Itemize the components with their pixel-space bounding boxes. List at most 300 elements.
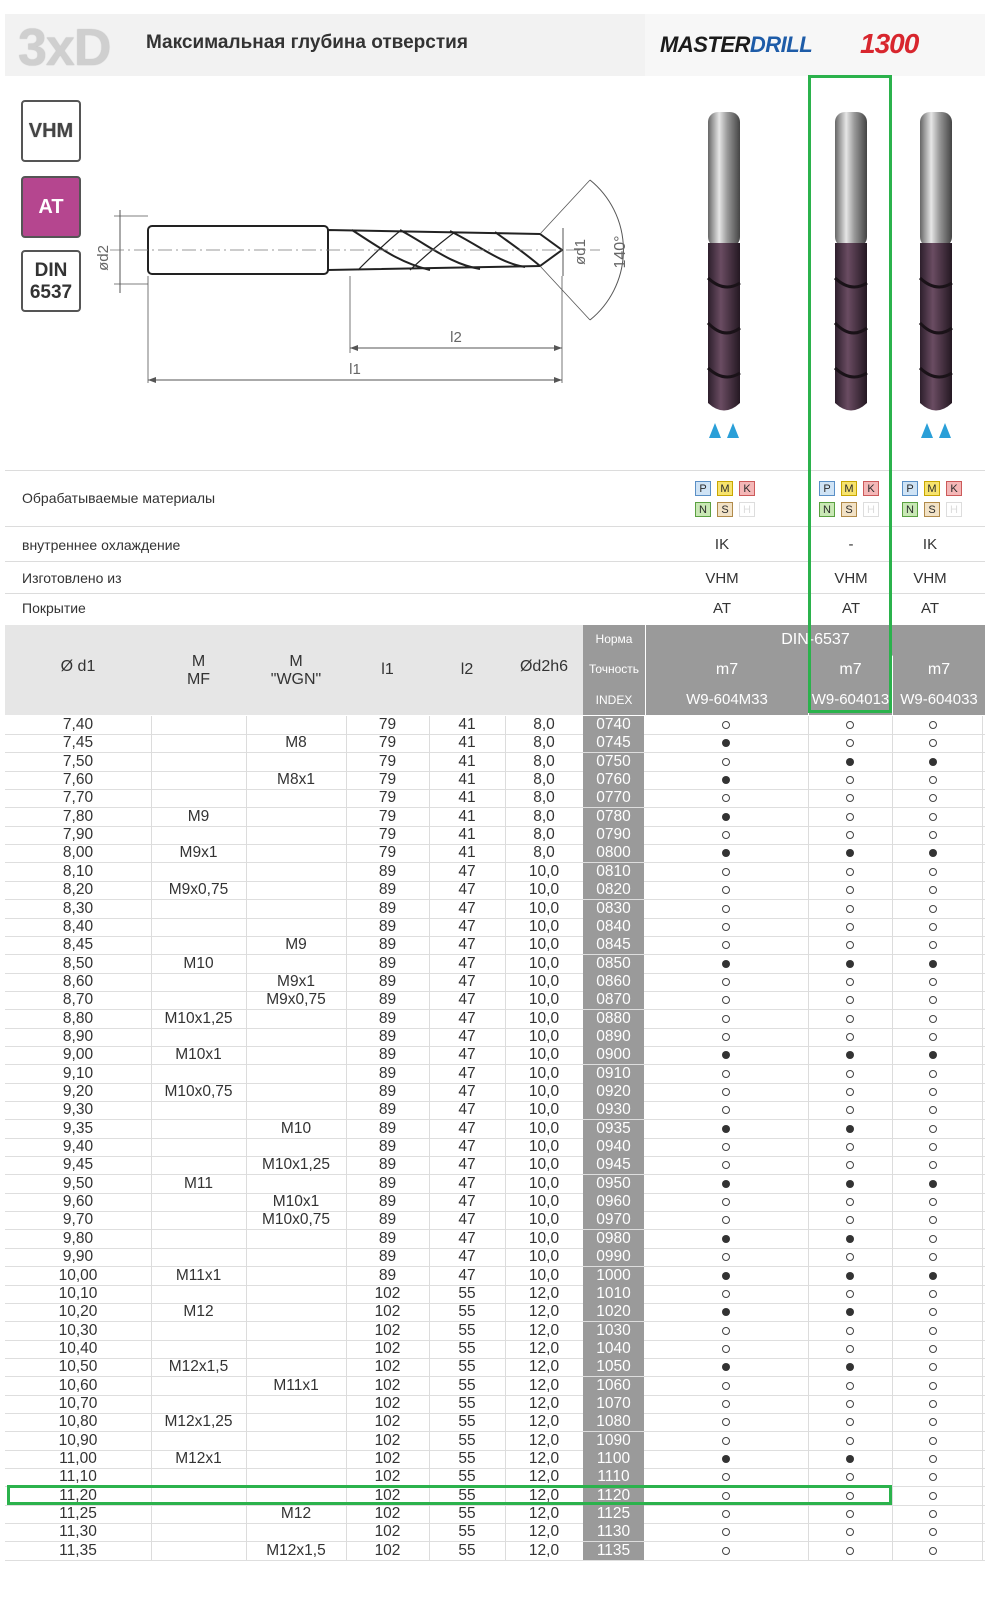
table-row xyxy=(5,955,985,974)
material-p-2: P xyxy=(819,481,835,496)
cell-index: 1030 xyxy=(583,1322,644,1340)
cell-d1: 8,10 xyxy=(62,862,94,880)
availability-open-dot xyxy=(722,1216,730,1224)
cell-l2: 47 xyxy=(458,1229,476,1247)
cell-d2: 12,0 xyxy=(528,1303,560,1321)
table-row xyxy=(5,1028,985,1047)
cell-l1: 89 xyxy=(378,1027,397,1045)
cell-index: 0800 xyxy=(583,844,644,862)
index-value-2: W9-604013 xyxy=(809,685,892,715)
availability-open-dot xyxy=(722,794,730,802)
cell-l1: 102 xyxy=(374,1468,401,1486)
cell-index: 0910 xyxy=(583,1065,644,1083)
cell-d2: 10,0 xyxy=(528,1229,560,1247)
cell-mf: M10 xyxy=(183,954,214,972)
availability-filled-dot xyxy=(846,758,854,766)
cell-index: 0740 xyxy=(583,716,644,734)
cell-d2: 12,0 xyxy=(528,1431,560,1449)
col-l1-header: l1 xyxy=(381,661,394,678)
tolerance-value-2: m7 xyxy=(809,655,892,686)
cell-d1: 10,20 xyxy=(58,1303,98,1321)
cell-d1: 10,40 xyxy=(58,1339,98,1357)
cell-index: 1070 xyxy=(583,1395,644,1413)
cell-d2: 10,0 xyxy=(528,1211,560,1229)
table-row xyxy=(5,1377,985,1396)
cell-l1: 102 xyxy=(374,1450,401,1467)
cell-d1: 9,20 xyxy=(62,1083,94,1100)
cell-d2: 10,0 xyxy=(528,1046,560,1064)
cell-d1: 9,10 xyxy=(62,1064,94,1082)
cell-mf: M10x0,75 xyxy=(164,1083,233,1100)
cell-l1: 89 xyxy=(378,1193,397,1211)
brand-logo-1300: 1300 xyxy=(860,28,919,59)
availability-open-dot xyxy=(722,868,730,876)
availability-open-dot xyxy=(929,1400,937,1408)
tolerance-value-1: m7 xyxy=(646,655,808,686)
cell-index: 1110 xyxy=(583,1468,644,1486)
cell-wgn: M9x1 xyxy=(277,972,315,990)
coating-value-3: AT xyxy=(920,600,940,617)
availability-open-dot xyxy=(929,1235,937,1243)
cell-l1: 102 xyxy=(374,1505,401,1523)
table-row xyxy=(5,1083,985,1102)
column-divider xyxy=(151,716,152,1560)
cooling-value-3: IK xyxy=(922,536,938,553)
cell-d2: 10,0 xyxy=(528,1009,560,1027)
availability-open-dot xyxy=(722,1400,730,1408)
cell-d2: 12,0 xyxy=(528,1358,560,1376)
norm-label: Норма xyxy=(583,625,645,656)
cell-l1: 89 xyxy=(378,1174,397,1192)
table-row xyxy=(5,1065,985,1084)
availability-open-dot xyxy=(929,813,937,821)
material-s-2: S xyxy=(841,502,857,517)
cell-l2: 47 xyxy=(458,972,476,990)
cell-l2: 55 xyxy=(458,1541,476,1559)
cell-l1: 79 xyxy=(378,807,397,825)
availability-open-dot xyxy=(846,941,854,949)
cell-index: 1120 xyxy=(583,1487,644,1505)
cell-d2: 10,0 xyxy=(528,1027,560,1045)
cooling-value-1: IK xyxy=(714,536,730,553)
table-row xyxy=(5,1303,985,1322)
cell-d2: 10,0 xyxy=(528,991,560,1009)
table-row xyxy=(5,808,985,827)
cell-l2: 47 xyxy=(458,936,476,954)
cell-d2: 10,0 xyxy=(528,972,560,990)
availability-open-dot xyxy=(722,1473,730,1481)
availability-open-dot xyxy=(722,758,730,766)
material-m-2: M xyxy=(841,481,857,496)
cell-mf: M12x1 xyxy=(175,1450,222,1467)
cell-d1: 9,45 xyxy=(62,1156,94,1174)
cell-d2: 10,0 xyxy=(528,1119,560,1137)
cell-l2: 47 xyxy=(458,1119,476,1137)
table-row xyxy=(5,1322,985,1341)
availability-filled-dot xyxy=(722,739,730,747)
availability-open-dot xyxy=(929,1070,937,1078)
column-divider xyxy=(429,716,430,1560)
material-s-1: S xyxy=(717,502,733,517)
cell-d1: 9,70 xyxy=(62,1211,94,1229)
cell-l2: 47 xyxy=(458,1193,476,1211)
availability-filled-dot xyxy=(722,960,730,968)
cell-d1: 9,50 xyxy=(62,1174,94,1192)
badge-vhm: VHM xyxy=(21,100,81,162)
cell-index: 1135 xyxy=(583,1542,644,1560)
availability-filled-dot xyxy=(846,849,854,857)
cell-d1: 7,70 xyxy=(62,789,94,807)
cell-index: 0760 xyxy=(583,771,644,789)
cell-wgn: M10 xyxy=(280,1119,312,1137)
table-row xyxy=(5,771,985,790)
coating-value-2: AT xyxy=(841,600,861,617)
cell-d2: 10,0 xyxy=(528,862,560,880)
cell-d2: 10,0 xyxy=(528,1101,560,1119)
cell-l2: 55 xyxy=(458,1303,476,1321)
cell-l1: 89 xyxy=(378,1229,397,1247)
availability-filled-dot xyxy=(722,1308,730,1316)
cell-index: 0820 xyxy=(583,881,644,899)
cell-l1: 89 xyxy=(378,972,397,990)
col-wgn-line1: M xyxy=(289,653,303,670)
cell-d2: 10,0 xyxy=(528,917,560,935)
table-row xyxy=(5,1432,985,1451)
cell-d2: 12,0 xyxy=(528,1321,560,1339)
availability-open-dot xyxy=(846,1216,854,1224)
cell-l2: 47 xyxy=(458,1248,476,1266)
cell-index: 0830 xyxy=(583,900,644,918)
cell-l1: 102 xyxy=(374,1486,401,1504)
cell-d1: 10,90 xyxy=(58,1431,98,1449)
availability-open-dot xyxy=(929,923,937,931)
availability-filled-dot xyxy=(722,1235,730,1243)
availability-filled-dot xyxy=(846,960,854,968)
table-row xyxy=(5,991,985,1010)
cell-d1: 10,80 xyxy=(58,1413,98,1431)
cell-l2: 47 xyxy=(458,1156,476,1174)
availability-open-dot xyxy=(846,721,854,729)
badge-din-line1: DIN xyxy=(34,260,68,281)
cell-l1: 79 xyxy=(378,826,397,844)
cell-index: 0790 xyxy=(583,826,644,844)
cell-index: 0870 xyxy=(583,991,644,1009)
availability-open-dot xyxy=(929,1015,937,1023)
cell-l1: 102 xyxy=(374,1394,401,1412)
table-row xyxy=(5,1340,985,1359)
availability-open-dot xyxy=(929,1437,937,1445)
availability-open-dot xyxy=(846,831,854,839)
cell-d1: 11,20 xyxy=(59,1486,97,1504)
cell-d2: 12,0 xyxy=(528,1486,560,1504)
cell-index: 0750 xyxy=(583,753,644,771)
availability-open-dot xyxy=(929,941,937,949)
cell-index: 0930 xyxy=(583,1101,644,1119)
material-m-1: M xyxy=(717,481,733,496)
cell-l1: 79 xyxy=(378,771,397,789)
cell-index: 0780 xyxy=(583,808,644,826)
availability-open-dot xyxy=(846,1400,854,1408)
cell-d1: 9,40 xyxy=(62,1138,94,1156)
cell-mf: M12x1,25 xyxy=(164,1413,233,1431)
availability-open-dot xyxy=(846,794,854,802)
cell-index: 0950 xyxy=(583,1175,644,1193)
column-divider xyxy=(505,716,506,1560)
col-mf-header xyxy=(151,653,246,689)
cell-mf: M11x1 xyxy=(175,1266,222,1284)
cell-d1: 10,60 xyxy=(58,1376,98,1394)
cell-index: 0945 xyxy=(583,1156,644,1174)
availability-filled-dot xyxy=(846,1180,854,1188)
availability-open-dot xyxy=(929,1106,937,1114)
availability-open-dot xyxy=(846,923,854,931)
cell-d2: 8,0 xyxy=(533,752,555,770)
availability-open-dot xyxy=(929,1528,937,1536)
cell-index: 0970 xyxy=(583,1211,644,1229)
table-row xyxy=(5,1248,985,1267)
cell-wgn: M9x0,75 xyxy=(266,991,326,1009)
availability-filled-dot xyxy=(929,1272,937,1280)
cell-mf: M9 xyxy=(187,807,210,825)
column-divider xyxy=(246,716,247,1560)
tolerance-value-3: m7 xyxy=(893,655,985,686)
cell-d2: 12,0 xyxy=(528,1413,560,1431)
cell-l2: 41 xyxy=(458,807,476,825)
availability-open-dot xyxy=(929,978,937,986)
availability-open-dot xyxy=(722,1290,730,1298)
availability-open-dot xyxy=(846,1253,854,1261)
table-row xyxy=(5,1046,985,1065)
cell-d1: 9,30 xyxy=(62,1101,94,1119)
table-row xyxy=(5,1138,985,1157)
table-row xyxy=(5,789,985,808)
availability-open-dot xyxy=(722,1088,730,1096)
cell-l2: 47 xyxy=(458,1138,476,1156)
material-n-1: N xyxy=(695,502,711,517)
page-header xyxy=(0,0,1000,78)
cell-index: 0960 xyxy=(583,1193,644,1211)
availability-filled-dot xyxy=(722,849,730,857)
cell-l1: 79 xyxy=(378,734,397,752)
availability-open-dot xyxy=(722,1437,730,1445)
column-divider xyxy=(982,716,983,1560)
cell-index: 1080 xyxy=(583,1413,644,1431)
cell-d2: 10,0 xyxy=(528,1248,560,1266)
table-row xyxy=(5,1542,985,1561)
d2-label: ød2 xyxy=(95,245,112,271)
badge-at: AT xyxy=(21,176,81,238)
coating-label: Покрытие xyxy=(22,600,86,616)
cell-l1: 102 xyxy=(374,1321,401,1339)
table-row xyxy=(5,1230,985,1249)
col-wgn-header xyxy=(246,653,346,689)
cell-l1: 89 xyxy=(378,1266,397,1284)
cell-mf: M10x1 xyxy=(175,1046,222,1064)
cell-l2: 47 xyxy=(458,1101,476,1119)
index-value-1: W9-604M33 xyxy=(646,685,808,715)
availability-open-dot xyxy=(722,831,730,839)
availability-open-dot xyxy=(846,1382,854,1390)
cell-d2: 12,0 xyxy=(528,1468,560,1486)
availability-open-dot xyxy=(929,721,937,729)
cell-wgn: M12 xyxy=(280,1505,312,1523)
material-k-2: K xyxy=(863,481,879,496)
cell-index: 0880 xyxy=(583,1010,644,1028)
cell-l1: 79 xyxy=(378,716,397,733)
cell-d2: 8,0 xyxy=(533,789,555,807)
cell-l2: 55 xyxy=(458,1394,476,1412)
col-mf-line2: MF xyxy=(186,671,211,688)
cell-l2: 55 xyxy=(458,1376,476,1394)
availability-open-dot xyxy=(846,1070,854,1078)
cell-d2: 10,0 xyxy=(528,1138,560,1156)
cell-index: 0920 xyxy=(583,1083,644,1101)
availability-filled-dot xyxy=(722,1363,730,1371)
availability-open-dot xyxy=(846,978,854,986)
cell-l1: 89 xyxy=(378,1009,397,1027)
cell-d1: 8,00 xyxy=(62,844,94,862)
cell-l2: 55 xyxy=(458,1431,476,1449)
cell-l2: 47 xyxy=(458,1083,476,1100)
availability-open-dot xyxy=(722,905,730,913)
availability-filled-dot xyxy=(722,1125,730,1133)
availability-open-dot xyxy=(722,1418,730,1426)
cell-d2: 8,0 xyxy=(533,826,555,844)
availability-open-dot xyxy=(929,1345,937,1353)
cell-d2: 10,0 xyxy=(528,936,560,954)
availability-open-dot xyxy=(929,1290,937,1298)
cell-d2: 10,0 xyxy=(528,1083,560,1100)
availability-open-dot xyxy=(722,1547,730,1555)
cell-l1: 89 xyxy=(378,991,397,1009)
cell-d1: 8,60 xyxy=(62,972,94,990)
cell-d1: 9,00 xyxy=(62,1046,94,1064)
cell-index: 1010 xyxy=(583,1285,644,1303)
table-row xyxy=(5,973,985,992)
cell-index: 0940 xyxy=(583,1138,644,1156)
cell-l1: 89 xyxy=(378,954,397,972)
availability-open-dot xyxy=(929,1198,937,1206)
cell-d1: 8,40 xyxy=(62,917,94,935)
made-value-1: VHM xyxy=(705,570,739,587)
cell-l2: 47 xyxy=(458,899,476,917)
cell-d1: 8,45 xyxy=(62,936,94,954)
availability-filled-dot xyxy=(846,1455,854,1463)
cell-l2: 55 xyxy=(458,1505,476,1523)
availability-open-dot xyxy=(929,996,937,1004)
norm-value: DIN-6537 xyxy=(646,625,985,656)
availability-filled-dot xyxy=(929,849,937,857)
availability-open-dot xyxy=(846,1290,854,1298)
l2-label: l2 xyxy=(450,329,462,346)
cell-l1: 89 xyxy=(378,881,397,899)
cell-mf: M9x0,75 xyxy=(168,881,229,899)
cell-d1: 11,35 xyxy=(59,1541,97,1559)
availability-open-dot xyxy=(846,739,854,747)
cell-d1: 9,80 xyxy=(62,1229,94,1247)
cell-d2: 8,0 xyxy=(533,716,555,733)
cell-d2: 12,0 xyxy=(528,1541,560,1559)
tolerance-label: Точность xyxy=(583,655,645,686)
cell-d2: 8,0 xyxy=(533,771,555,789)
material-k-1: K xyxy=(739,481,755,496)
cell-d2: 10,0 xyxy=(528,881,560,899)
cell-l2: 47 xyxy=(458,917,476,935)
column-divider xyxy=(346,716,347,1560)
cell-d1: 8,30 xyxy=(62,899,94,917)
col-d1-header: Ø d1 xyxy=(60,658,96,675)
cell-l1: 79 xyxy=(378,789,397,807)
table-row xyxy=(5,1523,985,1542)
cell-index: 1130 xyxy=(583,1523,644,1541)
cell-l2: 41 xyxy=(458,734,476,752)
material-n-3: N xyxy=(902,502,918,517)
cell-wgn: M8x1 xyxy=(277,771,315,789)
cell-l2: 55 xyxy=(458,1413,476,1431)
availability-open-dot xyxy=(722,721,730,729)
cell-l1: 89 xyxy=(378,1156,397,1174)
table-row xyxy=(5,936,985,955)
cell-l1: 79 xyxy=(378,752,397,770)
availability-open-dot xyxy=(929,886,937,894)
cell-d2: 12,0 xyxy=(528,1339,560,1357)
material-k-3: K xyxy=(946,481,962,496)
availability-open-dot xyxy=(846,1345,854,1353)
material-h-3: H xyxy=(946,502,962,517)
cell-l1: 102 xyxy=(374,1413,401,1431)
cell-d1: 8,50 xyxy=(62,954,94,972)
cell-d1: 9,90 xyxy=(62,1248,94,1266)
cell-d1: 10,10 xyxy=(58,1284,98,1302)
cell-d1: 8,20 xyxy=(62,881,94,899)
cell-index: 0845 xyxy=(583,936,644,954)
availability-open-dot xyxy=(722,941,730,949)
table-row xyxy=(5,1193,985,1212)
cell-l1: 89 xyxy=(378,1138,397,1156)
highlight-row-frame xyxy=(7,1485,892,1505)
cell-l2: 47 xyxy=(458,1174,476,1192)
badge-din-line2: 6537 xyxy=(29,282,73,303)
cell-wgn: M9 xyxy=(285,936,307,954)
cell-wgn: M11x1 xyxy=(273,1376,319,1394)
availability-open-dot xyxy=(846,1088,854,1096)
table-row xyxy=(5,1450,985,1469)
availability-open-dot xyxy=(846,1161,854,1169)
cell-d1: 11,25 xyxy=(59,1505,97,1523)
availability-filled-dot xyxy=(846,1051,854,1059)
availability-filled-dot xyxy=(722,1051,730,1059)
availability-filled-dot xyxy=(722,776,730,784)
cell-d1: 10,30 xyxy=(58,1321,98,1339)
highlight-column-frame xyxy=(808,75,892,713)
cell-l2: 47 xyxy=(458,1064,476,1082)
column-divider xyxy=(892,716,893,1560)
table-row xyxy=(5,1211,985,1230)
availability-open-dot xyxy=(929,1143,937,1151)
availability-open-dot xyxy=(929,1327,937,1335)
cell-l1: 89 xyxy=(378,1064,397,1082)
availability-open-dot xyxy=(722,1015,730,1023)
availability-open-dot xyxy=(929,905,937,913)
coating-value-1: AT xyxy=(712,600,732,617)
brand-logo-masterdrill xyxy=(660,32,812,58)
cell-l2: 55 xyxy=(458,1284,476,1302)
cell-l2: 55 xyxy=(458,1358,476,1376)
cell-l1: 102 xyxy=(374,1523,401,1541)
cell-wgn: M10x0,75 xyxy=(261,1211,331,1229)
cell-d1: 9,60 xyxy=(62,1193,94,1211)
col-wgn-line2: "WGN" xyxy=(270,671,322,688)
